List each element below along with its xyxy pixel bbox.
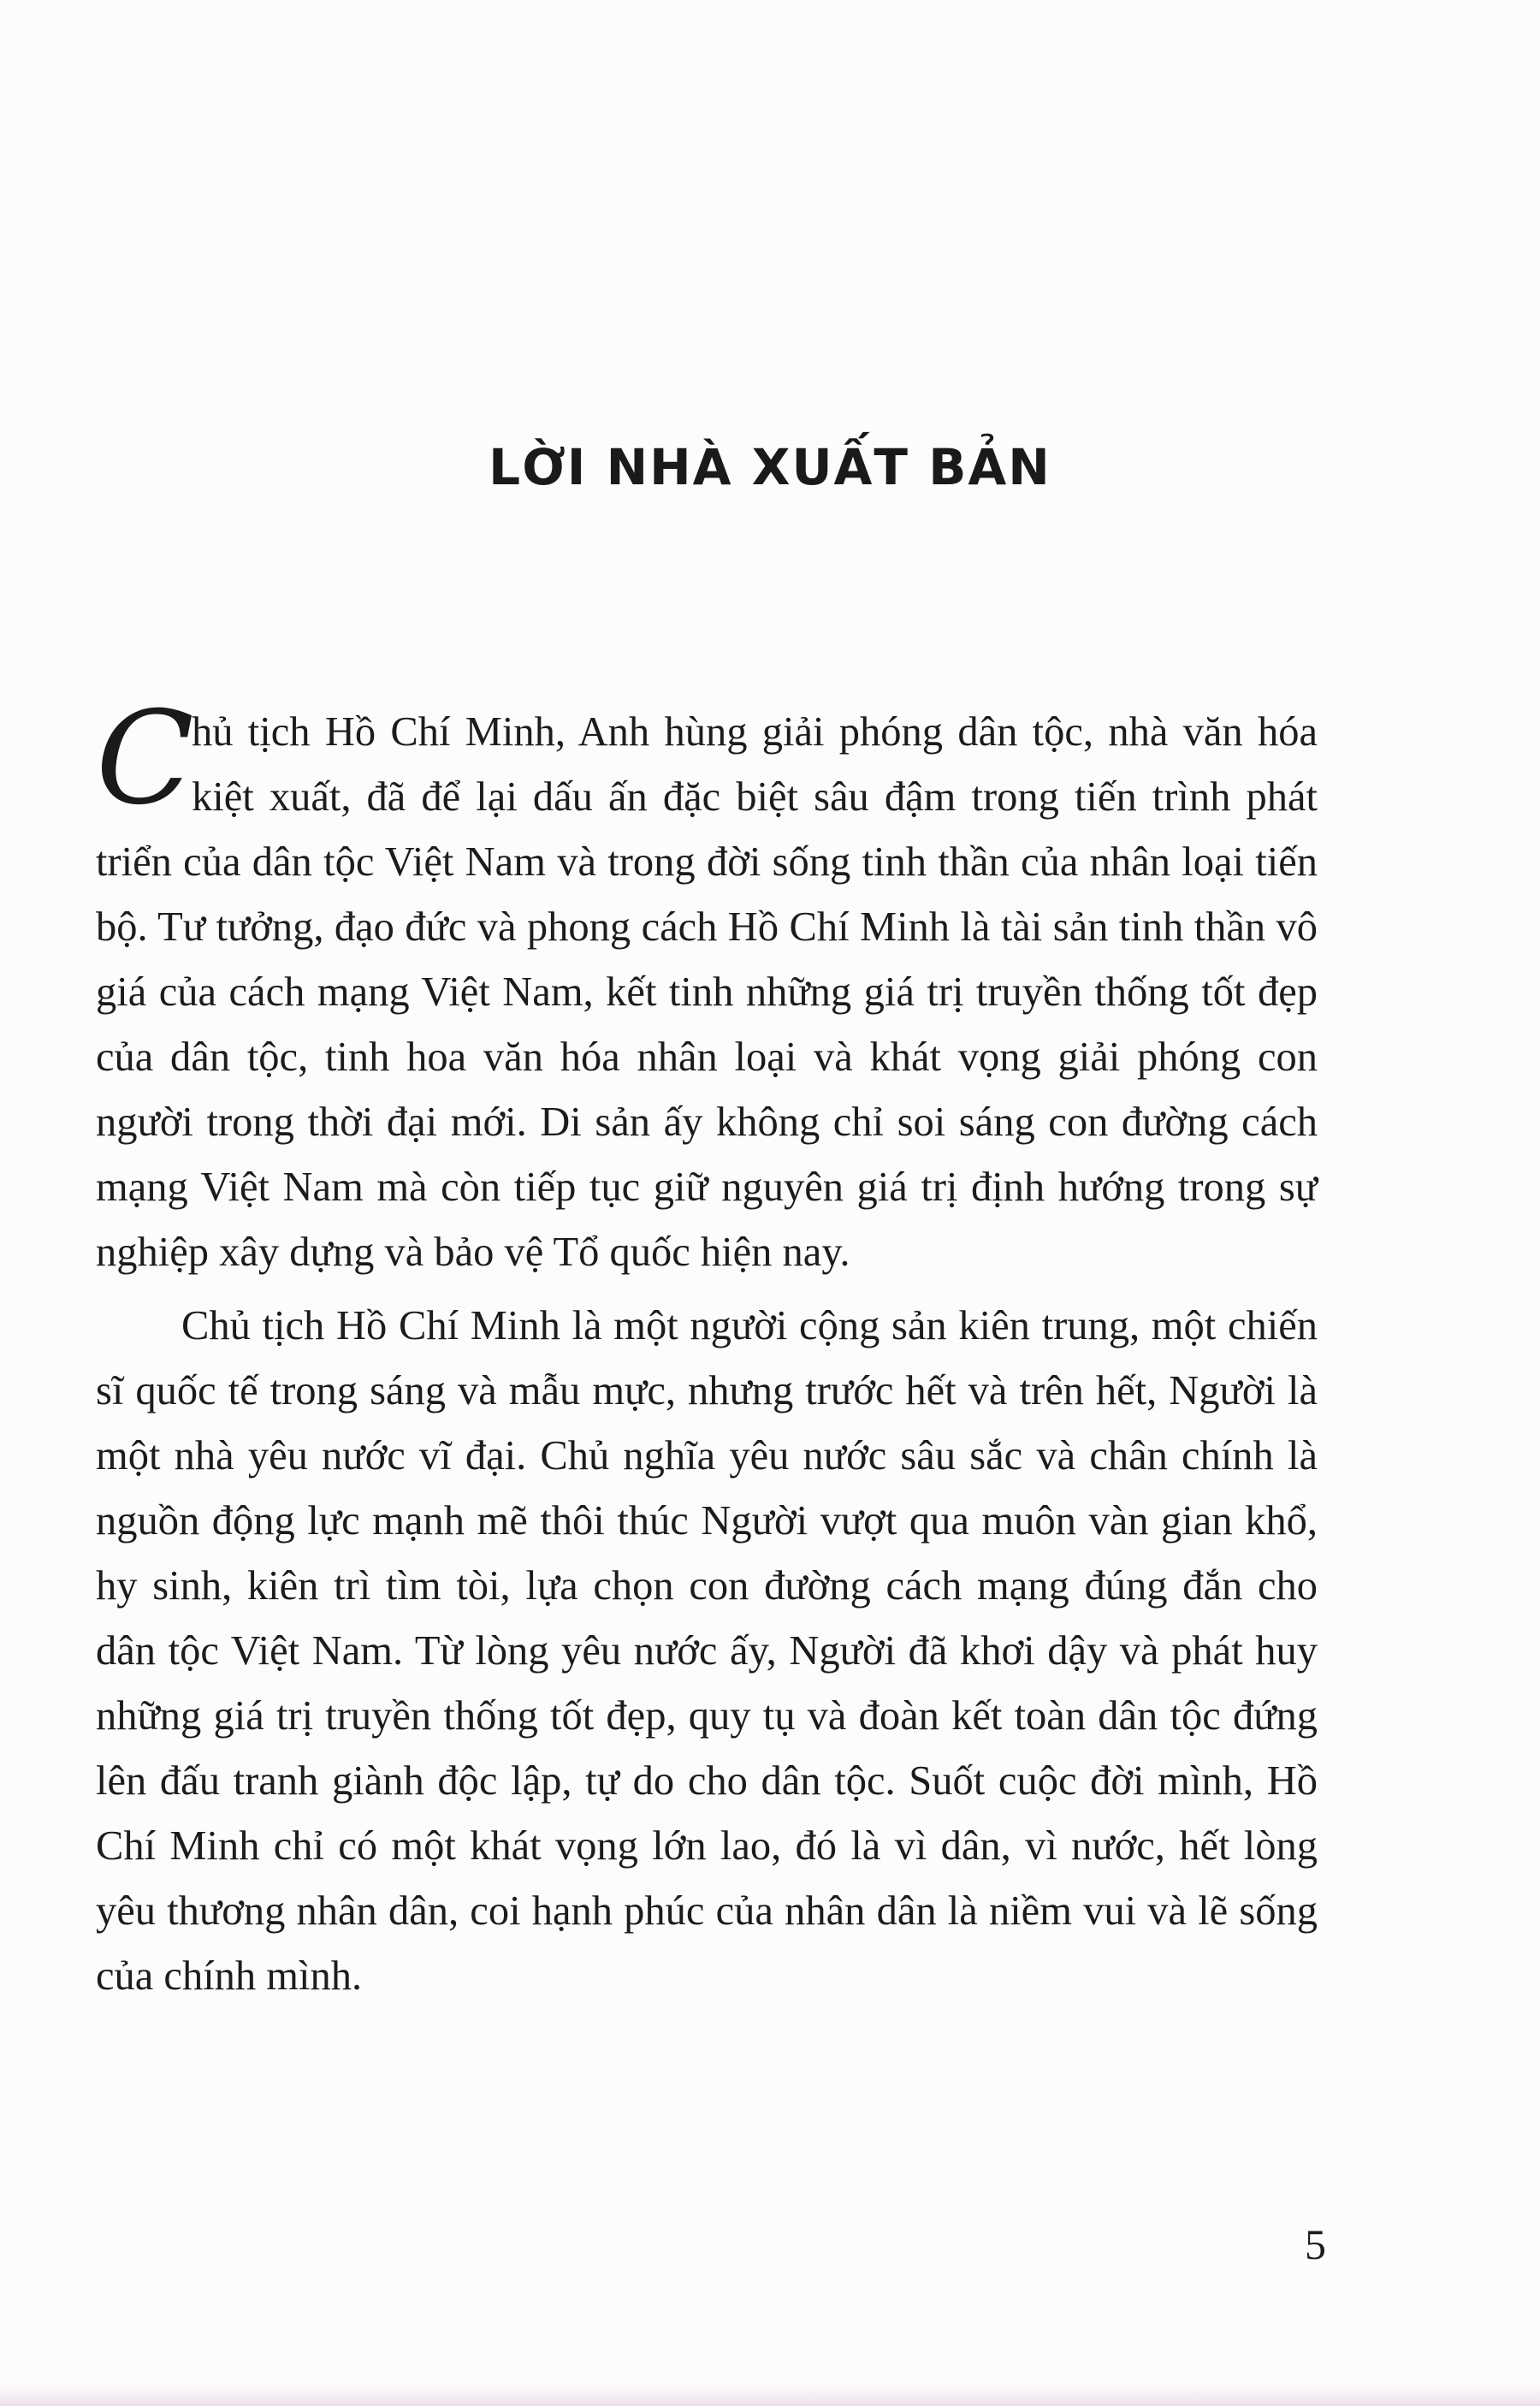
- page-title: LỜI NHÀ XUẤT BẢN: [489, 438, 1051, 496]
- drop-cap: C: [96, 684, 194, 833]
- paragraph-1-text: hủ tịch Hồ Chí Minh, Anh hùng giải phóng dân tộc, nhà văn hóa kiệt xuất, đã để lại dấu ấn đặc biệt sâu đậm trong tiến trình phát triển của dân tộc Việt Nam và trong đời sống tinh thần của nhân loại tiến bộ. Tư tưởng, đạo đức và phong cách Hồ Chí Minh là tài sản tinh thần vô giá của cách mạng Việt Nam, kết tinh những giá trị truyền thống tốt đẹp của dân tộc, tinh hoa văn hóa nhân loại và khát vọng giải phóng con người trong thời đại mới. Di sản ấy không chỉ soi sáng con đường cách mạng Việt Nam mà còn tiếp tục giữ nguyên giá trị định hướng trong sự nghiệp xây dựng và bảo vệ Tổ quốc hiện nay.: [96, 709, 1318, 1275]
- page-edge: [0, 2384, 1540, 2406]
- body-text: [96, 684, 1318, 2009]
- paragraph-2: Chủ tịch Hồ Chí Minh là một người cộng sản kiên trung, một chiến sĩ quốc tế trong sáng và mẫu mực, nhưng trước hết và trên hết, Người là một nhà yêu nước vĩ đại. Chủ nghĩa yêu nước sâu sắc và chân chính là nguồn động lực mạnh mẽ thôi thúc Người vượt qua muôn vàn gian khổ, hy sinh, kiên trì tìm tòi, lựa chọn con đường cách mạng đúng đắn cho dân tộc Việt Nam. Từ lòng yêu nước ấy, Người đã khơi dậy và phát huy những giá trị truyền thống tốt đẹp, quy tụ và đoàn kết toàn dân tộc đứng lên đấu tranh giành độc lập, tự do cho dân tộc. Suốt cuộc đời mình, Hồ Chí Minh chỉ có một khát vọng lớn lao, đó là vì dân, vì nước, hết lòng yêu thương nhân dân, coi hạnh phúc của nhân dân là niềm vui và lẽ sống của chính mình.: [96, 1303, 1318, 1999]
- page-number: 5: [1305, 2220, 1326, 2268]
- paragraph-1: [96, 684, 1318, 1285]
